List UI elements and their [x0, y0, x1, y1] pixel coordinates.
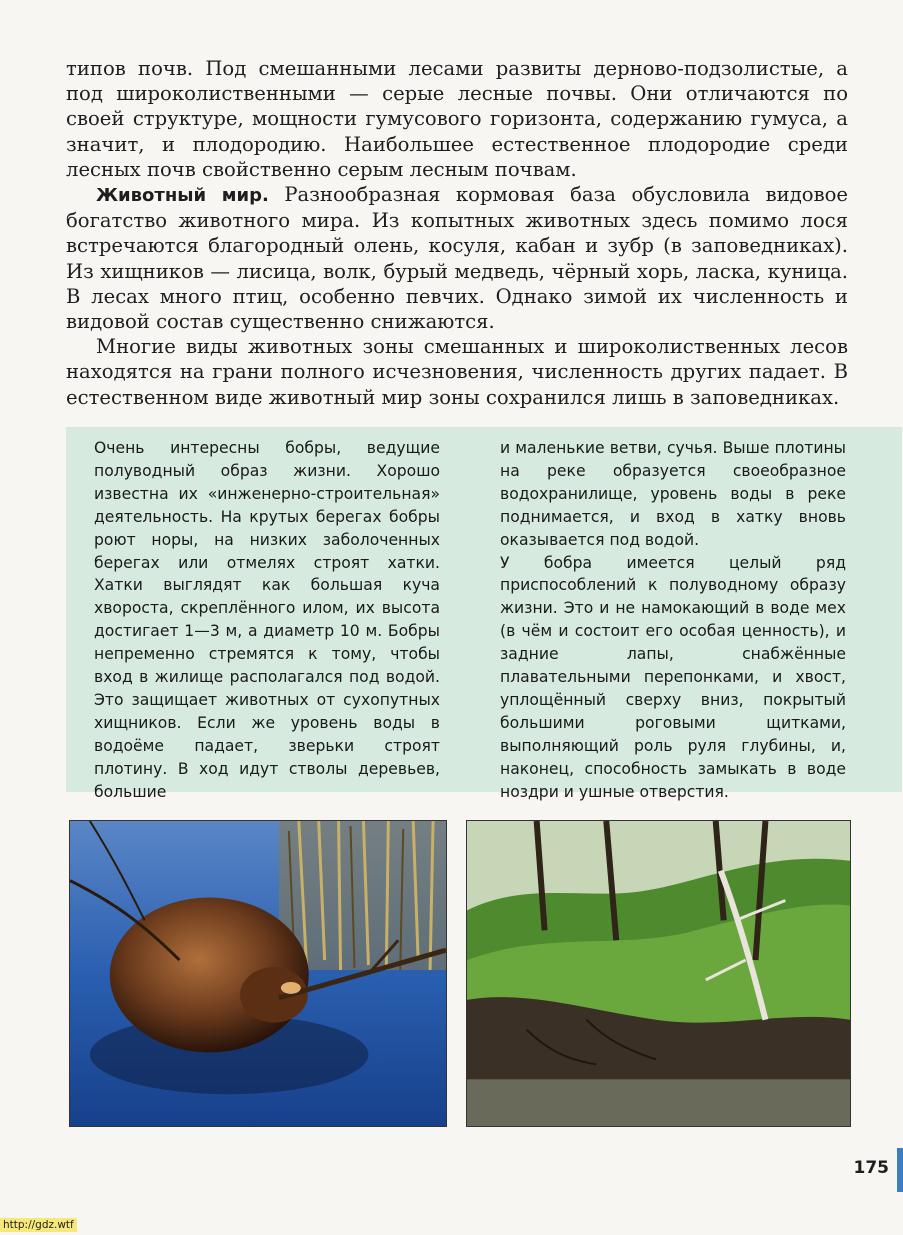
beaver-illustration [70, 821, 446, 1126]
paragraph-animals-text: Разнообразная кормовая база обусловила видовое богатство животного мира. Из копытных животных здесь помимо лося встречаются благородный олень, косуля, кабан и зубр (в заповедниках). Из хищников — лисица, волк, бурый медведь, чёрный хорь, ласка, куница. В лесах много птиц, особенно певчих. Однако зимой их численность и видовой состав существенно снижаются. [66, 183, 848, 334]
paragraph-animals [66, 182, 848, 334]
paragraph-endangered: Многие виды животных зоны смешанных и широколиственных лесов находятся на грани полного исчезновения, численность других падает. В естественном виде животный мир зоны сохранился лишь в заповедниках. [66, 335, 848, 409]
main-text [66, 56, 848, 410]
info-column-left [94, 437, 440, 804]
info-text-right-2: У бобра имеется целый ряд приспособлений к полуводному образу жизни. Это и не намокающий в воде мех (в чём и состоит его особая ценность), и задние лапы, снабжённые плавательными перепонками, и хвост, уплощённый сверху вниз, покрытый большими роговыми щитками, выполняющий роль руля глубины, и, наконец, способность замыкать в воде ноздри и ушные отверстия. [500, 553, 846, 801]
paragraph-soils: типов почв. Под смешанными лесами развиты дерново-подзолистые, а под широколиственными — серые лесные почвы. Они отличаются по своей структуре, мощности гумусового горизонта, содержанию гумуса, а значит, и плодородию. Наибольшее естественное плодородие среди лесных почв свойственно серым лесным почвам. [66, 57, 848, 181]
riverbank-photo [466, 820, 851, 1127]
info-text-right-1: и маленькие ветви, сучья. Выше плотины на реке образуется своеобразное водохранилище, уровень воды в реке поднимается, и вход в хатку вновь оказывается под водой. [500, 439, 846, 549]
info-column-right [500, 437, 846, 804]
info-text-left: Очень интересны бобры, ведущие полуводный образ жизни. Хорошо известна их «инженерно-строительная» деятельность. На крутых берегах бобры роют норы, на низких заболоченных берегах или отмелях строят хатки. Хатки выглядят как большая куча хвороста, скреплённого илом, их высота достигает 1—3 м, а диаметр 10 м. Бобры непременно стремятся к тому, чтобы вход в жилище располагался под водой. Это защищает животных от сухопутных хищников. Если же уровень воды в водоёме падает, зверьки строят плотину. В ход идут стволы деревьев, большие [94, 439, 440, 801]
beaver-photo [69, 820, 447, 1127]
source-url-stamp[interactable]: http://gdz.wtf [0, 1218, 77, 1232]
beaver-info-box [66, 427, 902, 801]
page-accent-bar [897, 1148, 903, 1192]
page-number: 175 [853, 1158, 889, 1178]
section-heading: Животный мир. [96, 185, 269, 207]
riverbank-illustration [467, 821, 850, 1126]
